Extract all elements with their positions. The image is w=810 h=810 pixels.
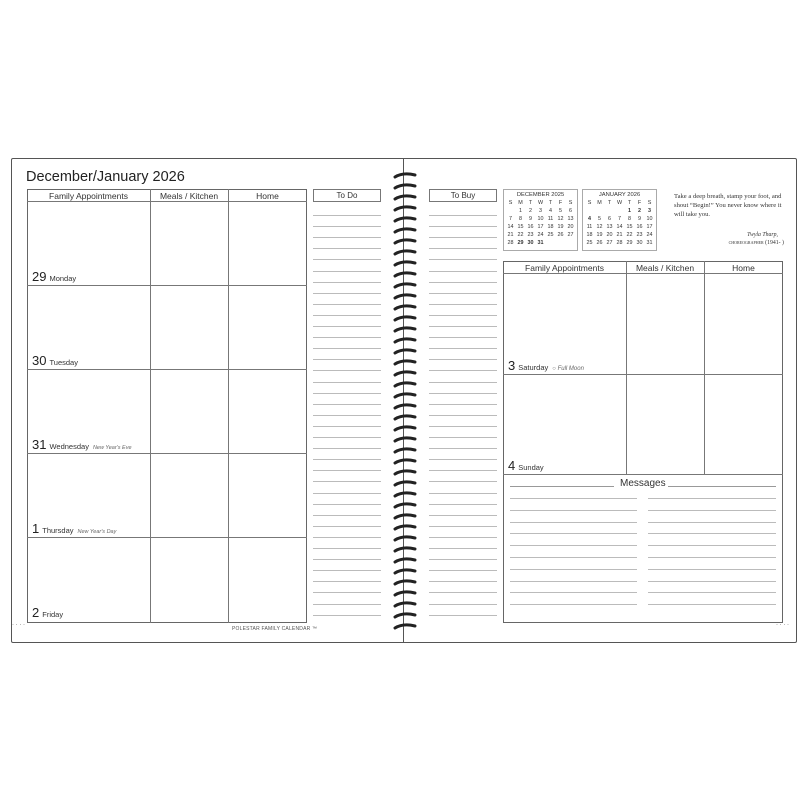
spiral-coil: [395, 306, 415, 309]
date-cell: 16: [527, 224, 534, 230]
weekday-header: T: [548, 200, 553, 206]
date-cell: 20: [606, 232, 613, 238]
col-header-family-appointments: Family Appointments: [49, 191, 128, 201]
date-cell: 5: [559, 208, 562, 214]
todo-line: [313, 359, 381, 360]
date-cell: [566, 239, 576, 247]
date-cell: 10: [537, 216, 544, 222]
date-cell: 27: [606, 240, 613, 246]
date-cell: 22: [517, 232, 524, 238]
message-line: [648, 533, 776, 534]
mini-calendar-table: [506, 199, 576, 247]
day-name: Friday: [42, 610, 64, 619]
corner-dots-left: · · · ·: [12, 622, 25, 628]
todo-line: [313, 448, 381, 449]
message-line: [648, 581, 776, 582]
day-name: Monday: [49, 274, 77, 283]
spiral-coil: [395, 394, 415, 397]
messages-title: Messages: [620, 478, 666, 489]
spiral-coil: [395, 581, 415, 584]
todo-line: [313, 326, 381, 327]
moon-phase-text: Full Moon: [557, 366, 584, 372]
spiral-coil: [395, 449, 415, 452]
tobuy-line: [429, 415, 497, 416]
todo-line: [313, 592, 381, 593]
left-appointments-grid: [27, 189, 307, 623]
date-cell: 22: [626, 232, 633, 238]
date-cell: [585, 207, 595, 215]
date-cell: 21: [507, 232, 514, 238]
spiral-coil: [395, 383, 415, 386]
todo-line: [313, 581, 381, 582]
message-line: [648, 510, 776, 511]
tobuy-line: [429, 448, 497, 449]
tobuy-line: [429, 526, 497, 527]
quote-author: Twyla Tharp,: [747, 232, 778, 238]
spiral-coil: [395, 526, 415, 529]
date-cell: 20: [567, 224, 574, 230]
date-cell: 31: [537, 240, 544, 246]
date-cell: 28: [616, 240, 623, 246]
date-cell: 13: [606, 224, 613, 230]
day-number: 4: [508, 458, 516, 473]
moon-phase-note: [552, 366, 584, 372]
spiral-coil: [395, 559, 415, 562]
spiral-coil: [395, 372, 415, 375]
mini-calendar-january: [582, 189, 657, 251]
todo-line: [313, 415, 381, 416]
tobuy-line: [429, 592, 497, 593]
todo-line: [313, 426, 381, 427]
todo-line: [313, 526, 381, 527]
message-line: [510, 557, 637, 558]
date-cell: [605, 207, 615, 215]
todo-line: [313, 570, 381, 571]
weekday-header: W: [616, 200, 623, 206]
date-cell: 3: [539, 208, 542, 214]
message-line: [510, 510, 637, 511]
mini-calendar-table: [585, 199, 655, 247]
spiral-coil: [395, 515, 415, 518]
message-line: [510, 569, 637, 570]
todo-line: [313, 404, 381, 405]
date-cell: 26: [557, 232, 564, 238]
spiral-coil: [395, 570, 415, 573]
weekday-header: T: [528, 200, 533, 206]
weekday-header: S: [587, 200, 592, 206]
corner-dots-right: · · · ·: [776, 622, 789, 628]
date-cell: 14: [507, 224, 514, 230]
day-name: Saturday: [518, 363, 549, 372]
tobuy-line: [429, 282, 497, 283]
tobuy-line: [429, 426, 497, 427]
message-line: [648, 545, 776, 546]
spiral-coil: [395, 625, 415, 628]
todo-line: [313, 370, 381, 371]
date-cell: 9: [638, 216, 641, 222]
spiral-coil: [395, 174, 415, 177]
messages-rule-right: [668, 486, 776, 487]
spiral-coil: [395, 218, 415, 221]
date-cell: 15: [517, 224, 524, 230]
day-divider: [503, 474, 783, 475]
tobuy-line: [429, 237, 497, 238]
tobuy-line: [429, 226, 497, 227]
spiral-coil: [395, 207, 415, 210]
todo-line: [313, 437, 381, 438]
spiral-coil: [395, 548, 415, 551]
spiral-coil: [395, 251, 415, 254]
weekday-header: T: [627, 200, 632, 206]
date-cell: 12: [557, 216, 564, 222]
tobuy-line: [429, 370, 497, 371]
col-header-home: Home: [732, 263, 755, 273]
todo-header: To Do: [313, 189, 381, 202]
date-cell: 19: [596, 232, 603, 238]
date-cell: 4: [549, 208, 552, 214]
message-line: [510, 604, 637, 605]
weekday-header: S: [647, 200, 652, 206]
todo-line: [313, 293, 381, 294]
date-cell: [615, 207, 625, 215]
message-line: [510, 545, 637, 546]
spiral-coil: [395, 438, 415, 441]
tobuy-line: [429, 248, 497, 249]
date-cell: 2: [529, 208, 532, 214]
day-number: 1: [32, 521, 40, 536]
date-cell: 18: [586, 232, 593, 238]
weekday-header: S: [568, 200, 573, 206]
day-label: [32, 604, 63, 622]
day-number: 2: [32, 605, 40, 620]
weekday-header: S: [508, 200, 513, 206]
date-cell: 23: [636, 232, 643, 238]
todo-line: [313, 282, 381, 283]
footer-brand: POLESTAR FAMILY CALENDAR ™: [232, 626, 318, 632]
day-label: [32, 352, 78, 370]
day-number: 31: [32, 437, 47, 452]
tobuy-line: [429, 548, 497, 549]
date-cell: 23: [527, 232, 534, 238]
todo-line: [313, 604, 381, 605]
todo-line: [313, 226, 381, 227]
todo-line: [313, 393, 381, 394]
message-line: [648, 522, 776, 523]
spiral-coil: [395, 482, 415, 485]
mini-calendar-title: JANUARY 2026: [598, 192, 641, 198]
message-line: [510, 592, 637, 593]
right-col-divider-2: [704, 261, 705, 474]
tobuy-header: To Buy: [429, 189, 497, 202]
tobuy-line: [429, 393, 497, 394]
quote-text: Take a deep breath, stamp your foot, and shout “Begin!” You never know where it will take you.: [674, 193, 782, 218]
tobuy-line: [429, 515, 497, 516]
tobuy-line: [429, 315, 497, 316]
date-cell: 1: [519, 208, 522, 214]
date-cell: 21: [616, 232, 623, 238]
tobuy-line: [429, 570, 497, 571]
tobuy-line: [429, 481, 497, 482]
message-line: [648, 557, 776, 558]
date-cell: 6: [569, 208, 572, 214]
message-line: [510, 498, 637, 499]
spiral-coil: [395, 273, 415, 276]
col-header-meals-kitchen: Meals / Kitchen: [635, 263, 695, 273]
date-cell: 2: [638, 208, 641, 214]
tobuy-line: [429, 259, 497, 260]
tobuy-line: [429, 504, 497, 505]
message-line: [510, 533, 637, 534]
spiral-coil: [395, 284, 415, 287]
todo-line: [313, 559, 381, 560]
date-cell: [595, 207, 605, 215]
messages-rule-left: [510, 486, 614, 487]
spiral-coil: [395, 262, 415, 265]
tobuy-line: [429, 382, 497, 383]
day-label: [508, 457, 544, 475]
message-line: [648, 569, 776, 570]
todo-line: [313, 271, 381, 272]
date-cell: 17: [646, 224, 653, 230]
date-cell: 12: [596, 224, 603, 230]
date-cell: 28: [507, 240, 514, 246]
date-cell: 29: [517, 240, 524, 246]
date-cell: 11: [547, 216, 554, 222]
spiral-coil: [395, 361, 415, 364]
message-line: [648, 592, 776, 593]
message-line: [648, 498, 776, 499]
spiral-coil: [395, 185, 415, 188]
spiral-coil: [395, 416, 415, 419]
right-col-divider-1: [626, 261, 627, 474]
tobuy-line: [429, 337, 497, 338]
date-cell: [506, 207, 516, 215]
day-name: Tuesday: [49, 358, 78, 367]
col-header-family-appointments: Family Appointments: [525, 263, 604, 273]
col-header-meals-kitchen: Meals / Kitchen: [159, 191, 219, 201]
day-number: 30: [32, 353, 47, 368]
tobuy-line: [429, 615, 497, 616]
date-cell: 24: [646, 232, 653, 238]
date-cell: 26: [596, 240, 603, 246]
day-label: [32, 268, 76, 286]
tobuy-line: [429, 215, 497, 216]
day-name: Sunday: [518, 463, 544, 472]
date-cell: 1: [628, 208, 631, 214]
tobuy-line: [429, 604, 497, 605]
date-cell: 16: [636, 224, 643, 230]
day-label: [508, 357, 584, 375]
weekday-header: F: [558, 200, 563, 206]
message-line: [648, 604, 776, 605]
date-cell: 3: [648, 208, 651, 214]
date-cell: 5: [598, 216, 601, 222]
todo-line: [313, 470, 381, 471]
spiral-coil: [395, 537, 415, 540]
date-cell: 29: [626, 240, 633, 246]
full-moon-icon: ○: [552, 366, 556, 372]
spiral-binding: [393, 170, 419, 640]
date-cell: 17: [537, 224, 544, 230]
spiral-coil: [395, 471, 415, 474]
spiral-coil: [395, 317, 415, 320]
tobuy-line: [429, 293, 497, 294]
day-number: 3: [508, 358, 516, 373]
todo-line: [313, 481, 381, 482]
spiral-coil: [395, 196, 415, 199]
spiral-coil: [395, 240, 415, 243]
tobuy-line: [429, 493, 497, 494]
date-cell: 30: [636, 240, 643, 246]
date-cell: 24: [537, 232, 544, 238]
todo-line: [313, 515, 381, 516]
todo-line: [313, 337, 381, 338]
page-title: December/January 2026: [26, 169, 185, 185]
date-cell: 6: [608, 216, 611, 222]
weekday-header: W: [537, 200, 544, 206]
date-cell: 7: [618, 216, 621, 222]
date-cell: 25: [586, 240, 593, 246]
holiday-note: New Year's Eve: [92, 445, 132, 451]
date-cell: 4: [588, 216, 591, 222]
day-name: Thursday: [42, 526, 74, 535]
weekday-header: T: [607, 200, 612, 206]
tobuy-line: [429, 559, 497, 560]
date-cell: [546, 239, 556, 247]
spiral-coil: [395, 229, 415, 232]
date-cell: 8: [519, 216, 522, 222]
mini-calendar-title: DECEMBER 2025: [516, 192, 565, 198]
message-line: [510, 522, 637, 523]
todo-line: [313, 348, 381, 349]
tobuy-line: [429, 470, 497, 471]
tobuy-line: [429, 304, 497, 305]
todo-line: [313, 382, 381, 383]
date-cell: 25: [547, 232, 554, 238]
message-line: [510, 581, 637, 582]
weekday-header: F: [637, 200, 642, 206]
date-cell: 10: [646, 216, 653, 222]
spiral-coil: [395, 614, 415, 617]
spiral-coil: [395, 603, 415, 606]
spiral-coil: [395, 592, 415, 595]
todo-line: [313, 537, 381, 538]
col-header-home: Home: [256, 191, 279, 201]
day-name: Wednesday: [49, 442, 89, 451]
date-cell: 18: [547, 224, 554, 230]
spiral-coil: [395, 427, 415, 430]
todo-line: [313, 259, 381, 260]
spiral-coil: [395, 460, 415, 463]
tobuy-line: [429, 404, 497, 405]
tobuy-line: [429, 537, 497, 538]
holiday-note: New Year's Day: [77, 529, 117, 535]
todo-line: [313, 237, 381, 238]
tobuy-line: [429, 348, 497, 349]
weekday-header: M: [597, 200, 602, 206]
spiral-coil: [395, 328, 415, 331]
todo-line: [313, 615, 381, 616]
date-cell: 19: [557, 224, 564, 230]
spiral-coil: [395, 339, 415, 342]
date-cell: 27: [567, 232, 574, 238]
spiral-coil: [395, 405, 415, 408]
todo-line: [313, 304, 381, 305]
todo-line: [313, 459, 381, 460]
tobuy-line: [429, 459, 497, 460]
day-label: [32, 436, 132, 454]
spiral-coil: [395, 350, 415, 353]
date-cell: 30: [527, 240, 534, 246]
todo-line: [313, 248, 381, 249]
day-label: [32, 520, 116, 538]
date-cell: 7: [509, 216, 512, 222]
tobuy-line: [429, 437, 497, 438]
tobuy-line: [429, 326, 497, 327]
spiral-coil: [395, 504, 415, 507]
day-number: 29: [32, 269, 47, 284]
todo-line: [313, 548, 381, 549]
spiral-coil: [395, 295, 415, 298]
date-cell: 9: [529, 216, 532, 222]
date-cell: 8: [628, 216, 631, 222]
left-col-divider-1: [150, 189, 151, 623]
mini-calendar-december: [503, 189, 578, 251]
todo-line: [313, 493, 381, 494]
date-cell: [556, 239, 566, 247]
weekday-header: M: [518, 200, 523, 206]
quote-role: choreographer (1941- ): [728, 240, 784, 246]
tobuy-line: [429, 581, 497, 582]
tobuy-line: [429, 271, 497, 272]
tobuy-line: [429, 359, 497, 360]
date-cell: 14: [616, 224, 623, 230]
date-cell: 15: [626, 224, 633, 230]
spiral-coil: [395, 493, 415, 496]
todo-line: [313, 315, 381, 316]
todo-line: [313, 504, 381, 505]
left-col-divider-2: [228, 189, 229, 623]
date-cell: 31: [646, 240, 653, 246]
date-cell: 13: [567, 216, 574, 222]
todo-line: [313, 215, 381, 216]
date-cell: 11: [586, 224, 593, 230]
